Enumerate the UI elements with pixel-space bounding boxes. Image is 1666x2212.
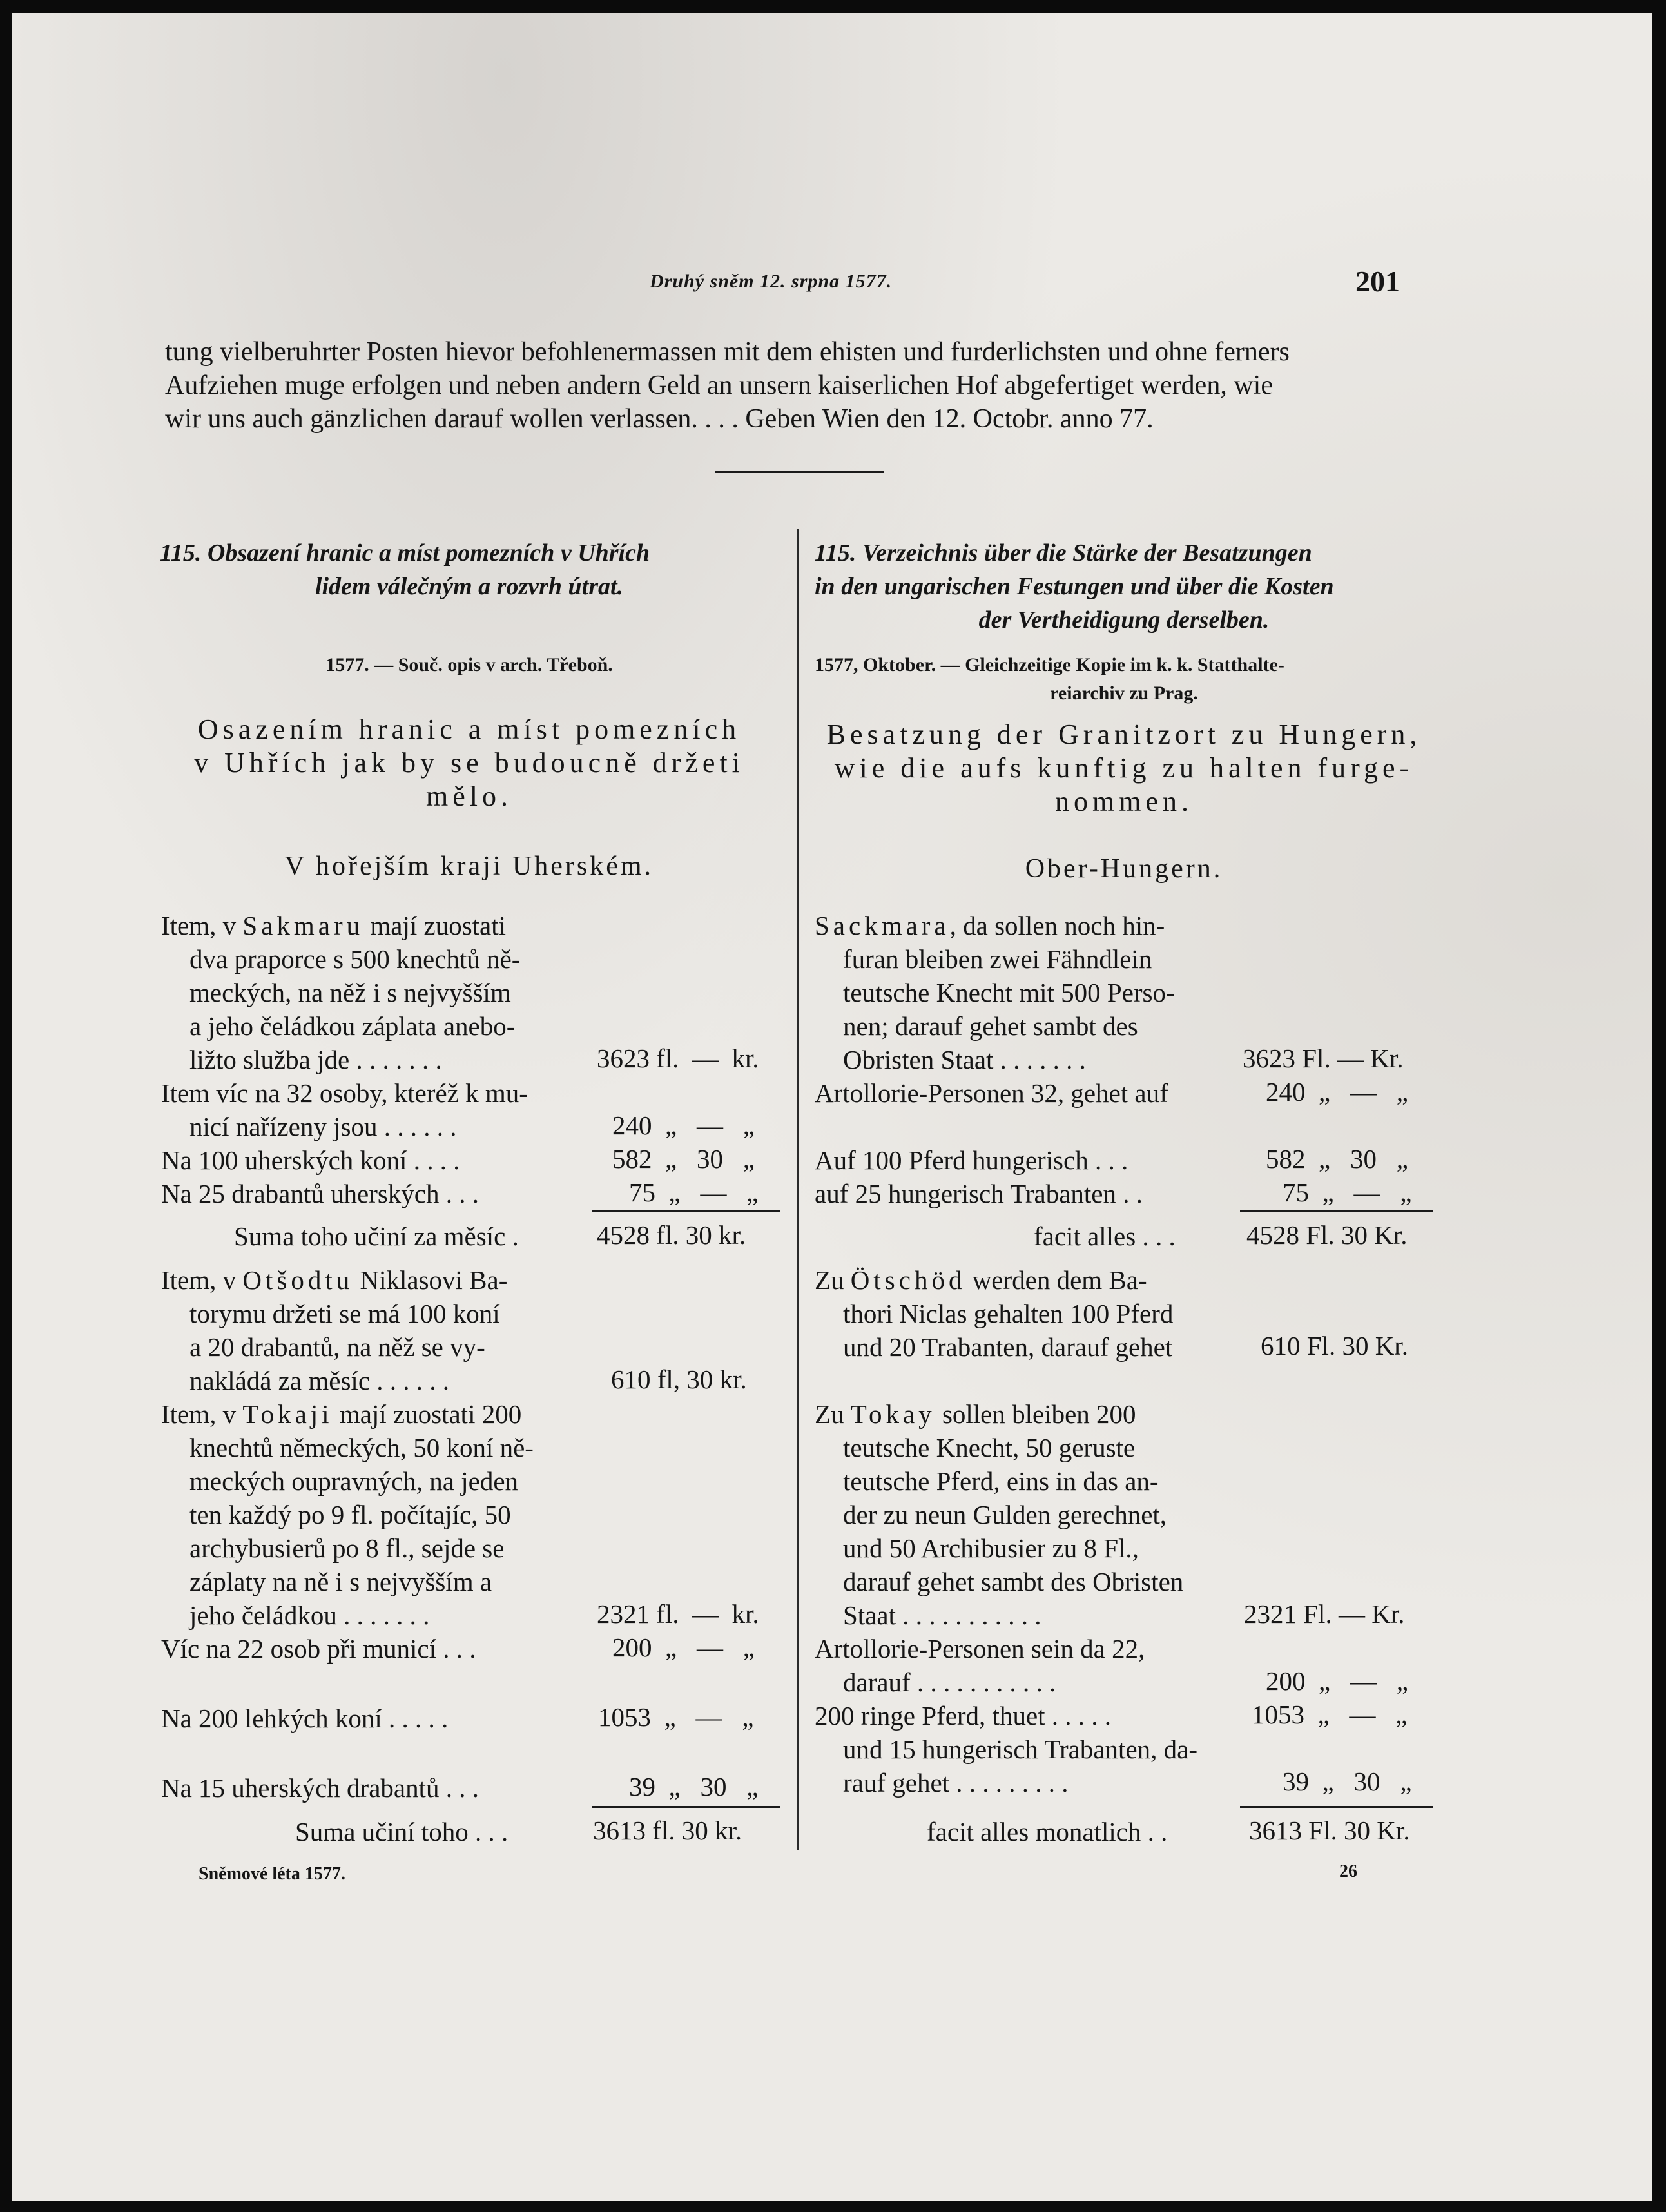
- text: Item, v: [161, 1399, 243, 1429]
- left-entry-otsod: [161, 1263, 507, 1397]
- separator-rule: [715, 471, 884, 473]
- right-entry-artolorie: Artollorie-Personen 32, gehet auf: [815, 1078, 1168, 1108]
- sum-rule: [1240, 1806, 1433, 1808]
- right-facit1-label: facit alles . . .: [1034, 1221, 1176, 1251]
- text: meckých oupravných, na jeden: [189, 1466, 519, 1496]
- right-heading-line2: in den ungarischen Festungen und über die Kosten: [815, 573, 1334, 600]
- running-head: Druhý sněm 12. srpna 1577.: [650, 271, 893, 292]
- intro-paragraph: [165, 335, 1435, 436]
- left-heading-num: 115.: [160, 539, 202, 567]
- place-name: Tokaji: [242, 1399, 333, 1429]
- signature-number: 26: [1339, 1861, 1357, 1881]
- left-title-line2: v Uhřích jak by se budoucně držeti: [194, 747, 744, 779]
- right-heading-num: 115.: [815, 539, 857, 567]
- right-source-line1: 1577, Oktober. — Gleichzeitige Kopie im k. k. Statthalte-: [815, 654, 1284, 675]
- left-amount-drabanti2: 39 „ 30 „: [629, 1772, 759, 1801]
- text: teutsche Knecht, 50 geruste: [843, 1433, 1136, 1462]
- left-amount-otsod: 610 fl, 30 kr.: [611, 1364, 747, 1394]
- left-heading: [160, 536, 779, 603]
- right-entry-otschod: [815, 1263, 1173, 1364]
- text: thori Niclas gehalten 100 Pferd: [843, 1299, 1174, 1328]
- text: Item, v: [161, 1265, 243, 1295]
- right-facit2-amount: 3613 Fl. 30 Kr.: [1249, 1816, 1410, 1845]
- text: archybusierů po 8 fl., sejde se: [189, 1533, 505, 1563]
- right-source-line2: reiarchiv zu Prag.: [1050, 683, 1198, 704]
- place-name: Sackmara: [815, 911, 950, 940]
- left-sum1-amount: 4528 fl. 30 kr.: [597, 1220, 746, 1250]
- right-title-line3: nommen.: [1055, 786, 1193, 817]
- left-amount-munice: 240 „ — „: [612, 1111, 755, 1140]
- right-amount-trabanten: 75 „ — „: [1283, 1178, 1412, 1207]
- right-section-heading: Ober-Hungern.: [1025, 854, 1223, 884]
- intro-line: wir uns auch gänzlichen darauf wollen verlassen. . . . Geben Wien den 12. Octobr. anno 77.: [165, 404, 1154, 434]
- intro-line: tung vielberuhrter Posten hievor befohlenermassen mit dem ehisten und furderlichsten und ohne ferners: [165, 337, 1290, 367]
- page-number: 201: [1355, 265, 1400, 298]
- left-source: 1577. — Souč. opis v arch. Třeboň.: [325, 654, 613, 675]
- sum-rule: [592, 1210, 780, 1212]
- right-amount-artolorie2: 200 „ — „: [1266, 1666, 1408, 1696]
- text: a jeho čeládkou záplata anebo-: [189, 1011, 516, 1041]
- text: rauf gehet . . . . . . . . .: [843, 1768, 1069, 1798]
- place-name: Ötschöd: [850, 1265, 966, 1295]
- left-heading-line2: lidem válečným a rozvrh útrat.: [315, 573, 624, 600]
- place-name: Tokay: [850, 1399, 936, 1429]
- right-amount-otschod: 610 Fl. 30 Kr.: [1261, 1331, 1408, 1361]
- right-title-line1: Besatzung der Granitzort zu Hungern,: [826, 719, 1422, 750]
- left-sum2-label: Suma učiní toho . . .: [295, 1817, 509, 1847]
- text: Zu: [815, 1399, 851, 1429]
- text: mají zuostati: [363, 911, 507, 940]
- left-amount-tokaj: 2321 fl. — kr.: [597, 1599, 759, 1629]
- right-entry-artolorie2: [815, 1632, 1145, 1699]
- text: Artollorie-Personen sein da 22,: [815, 1634, 1145, 1664]
- right-entry-pferd: Auf 100 Pferd hungerisch . . .: [815, 1145, 1128, 1175]
- sum-rule: [1240, 1210, 1433, 1212]
- text: ližto služba jde . . . . . . .: [189, 1045, 442, 1074]
- text: dva praporce s 500 knechtů ně-: [189, 944, 521, 974]
- text: Niklasovi Ba-: [353, 1265, 508, 1295]
- left-sum1-label: Suma toho učiní za měsíc .: [234, 1221, 519, 1251]
- text: darauf gehet sambt des Obristen: [843, 1567, 1184, 1596]
- right-entry-trabanten2: [815, 1732, 1197, 1800]
- left-entry-munice: [161, 1076, 528, 1143]
- text: Item víc na 32 osoby, kteréž k mu-: [161, 1078, 528, 1108]
- left-amount-drabanti: 75 „ — „: [629, 1178, 759, 1207]
- left-amount-munice2: 200 „ — „: [612, 1633, 755, 1662]
- text: und 15 hungerisch Trabanten, da-: [843, 1734, 1197, 1764]
- right-heading-line1: Verzeichnis über die Stärke der Besatzungen: [862, 539, 1312, 567]
- text: teutsche Knecht mit 500 Perso-: [843, 978, 1175, 1007]
- text: jeho čeládkou . . . . . . .: [189, 1600, 430, 1630]
- left-amount-lehke: 1053 „ — „: [598, 1702, 754, 1732]
- right-amount-ringe: 1053 „ — „: [1252, 1700, 1408, 1729]
- left-entry-drabanti2: Na 15 uherských drabantů . . .: [161, 1773, 479, 1803]
- left-entry-drabanti: Na 25 drabantů uherských . . .: [161, 1179, 479, 1208]
- sum-rule: [592, 1806, 780, 1808]
- place-name: Sakmaru: [242, 911, 364, 940]
- left-sum2-amount: 3613 fl. 30 kr.: [593, 1816, 742, 1845]
- text: werden dem Ba-: [965, 1265, 1147, 1295]
- left-entry-sakmar: [161, 909, 520, 1076]
- right-amount-sackmara: 3623 Fl. — Kr.: [1243, 1043, 1404, 1073]
- left-footer-signature: Sněmové léta 1577.: [199, 1864, 345, 1884]
- text: und 20 Trabanten, darauf gehet: [843, 1332, 1173, 1362]
- right-heading: [815, 536, 1433, 637]
- text: torymu držeti se má 100 koní: [189, 1299, 500, 1328]
- left-section-heading: V hořejším kraji Uherském.: [284, 851, 654, 881]
- right-title-line2: wie die aufs kunftig zu halten furge-: [834, 752, 1414, 784]
- intro-line: Aufziehen muge erfolgen und neben andern Geld an unsern kaiserlichen Hof abgefertiget werden, wie: [165, 371, 1273, 400]
- text: der zu neun Gulden gerechnet,: [843, 1500, 1167, 1529]
- text: sollen bleiben 200: [935, 1399, 1136, 1429]
- left-entry-munice2: Víc na 22 osob při municí . . .: [161, 1634, 476, 1664]
- text: ten každý po 9 fl. počítajíc, 50: [189, 1500, 511, 1529]
- right-facit1-amount: 4528 Fl. 30 Kr.: [1246, 1220, 1408, 1250]
- text: nakládá za měsíc . . . . . .: [189, 1366, 450, 1395]
- text: meckých, na něž i s nejvyšším: [189, 978, 511, 1007]
- left-title-line3: mělo.: [426, 781, 512, 812]
- text: nen; darauf gehet sambt des: [843, 1011, 1138, 1041]
- right-entry-ringe: 200 ringe Pferd, thuet . . . . .: [815, 1701, 1112, 1731]
- left-entry-tokaj: [161, 1397, 534, 1632]
- right-amount-tokay: 2321 Fl. — Kr.: [1244, 1599, 1405, 1629]
- text: záplaty na ně i s nejvyšším a: [189, 1567, 492, 1596]
- text: Item, v: [161, 911, 243, 940]
- left-title-line1: Osazením hranic a míst pomezních: [197, 713, 741, 745]
- right-entry-trabanten: auf 25 hungerisch Trabanten . .: [815, 1179, 1143, 1208]
- right-entry-tokay: [815, 1397, 1183, 1632]
- left-entry-kone: Na 100 uherských koní . . . .: [161, 1145, 460, 1175]
- left-amount-sakmar: 3623 fl. — kr.: [597, 1043, 759, 1073]
- text: darauf . . . . . . . . . . .: [843, 1667, 1056, 1697]
- right-source: [815, 651, 1433, 708]
- text: teutsche Pferd, eins in das an-: [843, 1466, 1159, 1496]
- left-heading-line1: Obsazení hranic a míst pomezních v Uhřích: [207, 539, 650, 567]
- right-heading-line3: der Vertheidigung derselben.: [978, 606, 1270, 634]
- column-divider: [797, 529, 799, 1850]
- left-title: [160, 713, 779, 813]
- place-name: Otšodtu: [242, 1265, 354, 1295]
- left-amount-kone: 582 „ 30 „: [612, 1144, 755, 1174]
- text: mají zuostati 200: [333, 1399, 522, 1429]
- right-amount-artolorie: 240 „ — „: [1266, 1077, 1408, 1107]
- left-entry-lehke: Na 200 lehkých koní . . . . .: [161, 1703, 449, 1733]
- text: Staat . . . . . . . . . . .: [843, 1600, 1041, 1630]
- text: Zu: [815, 1265, 851, 1295]
- right-amount-pferd: 582 „ 30 „: [1266, 1144, 1408, 1174]
- right-amount-trabanten2: 39 „ 30 „: [1283, 1767, 1412, 1796]
- text: Obristen Staat . . . . . . .: [843, 1045, 1086, 1074]
- text: knechtů německých, 50 koní ně-: [189, 1433, 534, 1462]
- text: furan bleiben zwei Fähndlein: [843, 944, 1152, 974]
- text: und 50 Archibusier zu 8 Fl.,: [843, 1533, 1139, 1563]
- text: , da sollen noch hin-: [949, 911, 1165, 940]
- right-facit2-label: facit alles monatlich . .: [927, 1817, 1168, 1847]
- text: nicí nařízeny jsou . . . . . .: [189, 1112, 457, 1141]
- document-page: [12, 13, 1652, 2201]
- right-entry-sackmara: [815, 909, 1175, 1076]
- text: a 20 drabantů, na něž se vy-: [189, 1332, 485, 1362]
- right-title: [815, 718, 1433, 819]
